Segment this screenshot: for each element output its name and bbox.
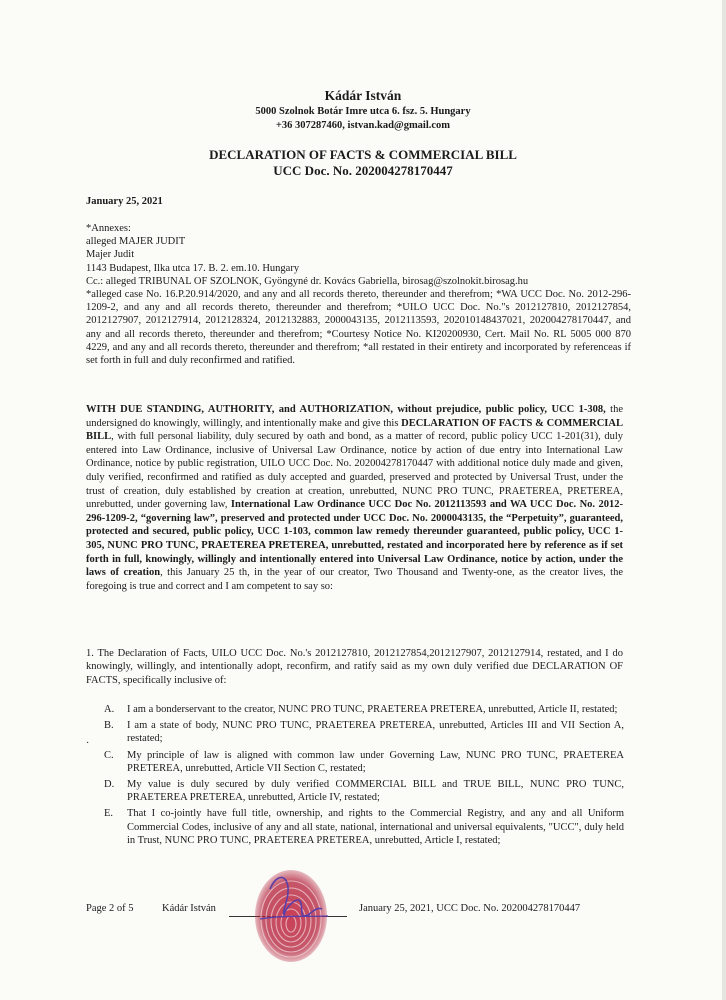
author-contact: +36 307287460, istvan.kad@gmail.com — [275, 120, 451, 131]
document-date: January 25, 2021 — [86, 196, 163, 207]
document-ucc-number: UCC Doc. No. 202004278170447 — [273, 163, 453, 178]
list-letter: B. — [104, 720, 114, 732]
thumbprint-seal — [252, 867, 330, 965]
page-number: Page 2 of 5 — [86, 903, 134, 914]
declaration-text: , this January 25 th, in the year of our creator, Two Thousand and Twenty-one, as the creator lives, the foregoing is true and correct and I am competent to say so: — [86, 567, 624, 592]
footer-signer-name: Kádár István — [162, 903, 216, 914]
facts-list — [104, 703, 624, 850]
annexes-block — [86, 222, 631, 367]
list-item — [104, 778, 624, 804]
list-letter: C. — [104, 749, 114, 761]
annex-records: *alleged case No. 16.P.20.914/2020, and any and all records thereto, thereunder and therefrom; *WA UCC Doc. No. 2012-296-1209-2, and any and all records thereto, thereunder and therefrom; *UILO UCC Doc. No."s 2012127810, 2012127854, 2012127907, 2012127914, 2012128324, 2012132883, 2000043135, 2012113593, 202010148437021, 202004278170447, and any and all records thereto, thereunder and therefrom; *Courtesy Notice No. KI20200930, Cert. Mail No. RL 5005 000 870 4229, and any and all records thereto, thereunder and therefrom; *all restated in their entirety and incorporated by referenceas if set forth in full and duly reconfirmed and ratified. — [86, 289, 631, 367]
list-text: My value is duly secured by duly verified COMMERCIAL BILL and TRUE BILL, NUNC PRO TUNC, PRAETEREA PRETEREA, unrebutted, Article IV, restated; — [127, 779, 624, 804]
declaration-bold-text: International Law Ordinance UCC Doc No. 2012113593 and WA UCC Doc. No. 2012-296-1209-2, “governing law”, preserved and protected under UCC Doc. No. 2000043135, the “Perpetuity”, guaranteed, protected and secured, public policy, UCC 1-103, common law remedy thereunder guaranteed, public policy, UCC 1-305, NUNC PRO TUNC, PRAETEREA PRETEREA, unrebutted, restated and incorporated here by reference as if set forth in full, knowingly, willingly and intentionally entered into Universal Law Ordinance, notice by action, under the laws of creation — [86, 499, 623, 579]
numbered-item-1: 1. The Declaration of Facts, UILO UCC Doc. No.'s 2012127810, 2012127854,2012127907, 2012127914, restated, and I do knowingly, willingly, and intentionally adopt, reconfirm, and ratify said as my own duly verified due DECLARATION OF FACTS, specifically inclusive of: — [86, 648, 623, 686]
declaration-text: , with full personal liability, duly secured by oath and bond, as a matter of record, public policy UCC 1-201(31), duly entered into Law Ordinance, inclusive of Universal Law Ordinance, notice by action of due entry into International Law Ordinance, notice by public registration, UILO UCC Doc. No. 202004278170447 with additional notice duly made and given, duly verified, reconfirmed and ratified as duly accepted and guarded, preserved and protected by Universal Trust, under the trust of creation, duly established by creation at creation, unrebutted, NUNC PRO TUNC, PRAETEREA, PRETEREA, unrebutted, under governing law, — [86, 431, 623, 511]
declaration-paragraph — [86, 403, 623, 593]
list-item — [104, 703, 624, 716]
list-text: I am a state of body, NUNC PRO TUNC, PRAETEREA PRETEREA, unrebutted, Articles III and VII Section A, restated; — [127, 720, 624, 745]
annexes-heading: *Annexes: — [86, 223, 131, 234]
annex-line: alleged MAJER JUDIT — [86, 236, 186, 248]
author-address: 5000 Szolnok Botár Imre utca 6. fsz. 5. Hungary — [255, 106, 471, 117]
list-text: I am a bonderservant to the creator, NUNC PRO TUNC, PRAETEREA PRETEREA, unrebutted, Article II, restated; — [127, 704, 618, 715]
margin-mark: · — [86, 738, 90, 749]
list-letter: E. — [104, 808, 114, 820]
list-item — [104, 749, 624, 775]
annex-line: Majer Judit — [86, 249, 135, 261]
declaration-bold-text: WITH DUE STANDING, AUTHORITY, and AUTHORIZATION, without prejudice, public policy, UCC 1-308, — [86, 404, 606, 415]
declaration-bold-text: DECLARATION OF FACTS & COMMERCIAL BILL — [86, 417, 623, 443]
list-item — [104, 719, 624, 745]
declaration-text: the undersigned do knowingly, willingly, and intentionally make and give this — [86, 404, 624, 429]
annex-line: 1143 Budapest, Ilka utca 17. B. 2. em.10. Hungary — [86, 262, 300, 274]
list-text: My principle of law is aligned with common law under Governing Law, NUNC PRO TUNC, PRAETEREA PRETEREA, unrebutted, Article VII Section C, restated; — [127, 749, 624, 774]
list-letter: D. — [104, 779, 115, 791]
annex-cc-line: Cc.: alleged TRIBUNAL OF SZOLNOK, Gyöngyné dr. Kovács Gabriella, birosag@szolnokit.birosag.hu — [86, 275, 529, 287]
list-letter: A. — [104, 704, 115, 715]
document-title: DECLARATION OF FACTS & COMMERCIAL BILL — [209, 147, 517, 162]
list-text: That I co-jointly have full title, ownership, and rights to the Commercial Registry, and any and all Uniform Commercial Codes, inclusive of any and all state, national, international and universal equivalents, "UCC", duly held in Trust, NUNC PRO TUNC, PRAETEREA PRETEREA, unrebutted, Article I, restated; — [127, 808, 624, 846]
footer-date-doc: January 25, 2021, UCC Doc. No. 202004278170447 — [359, 903, 581, 914]
list-item — [104, 807, 624, 847]
author-name: Kádár István — [324, 88, 402, 103]
